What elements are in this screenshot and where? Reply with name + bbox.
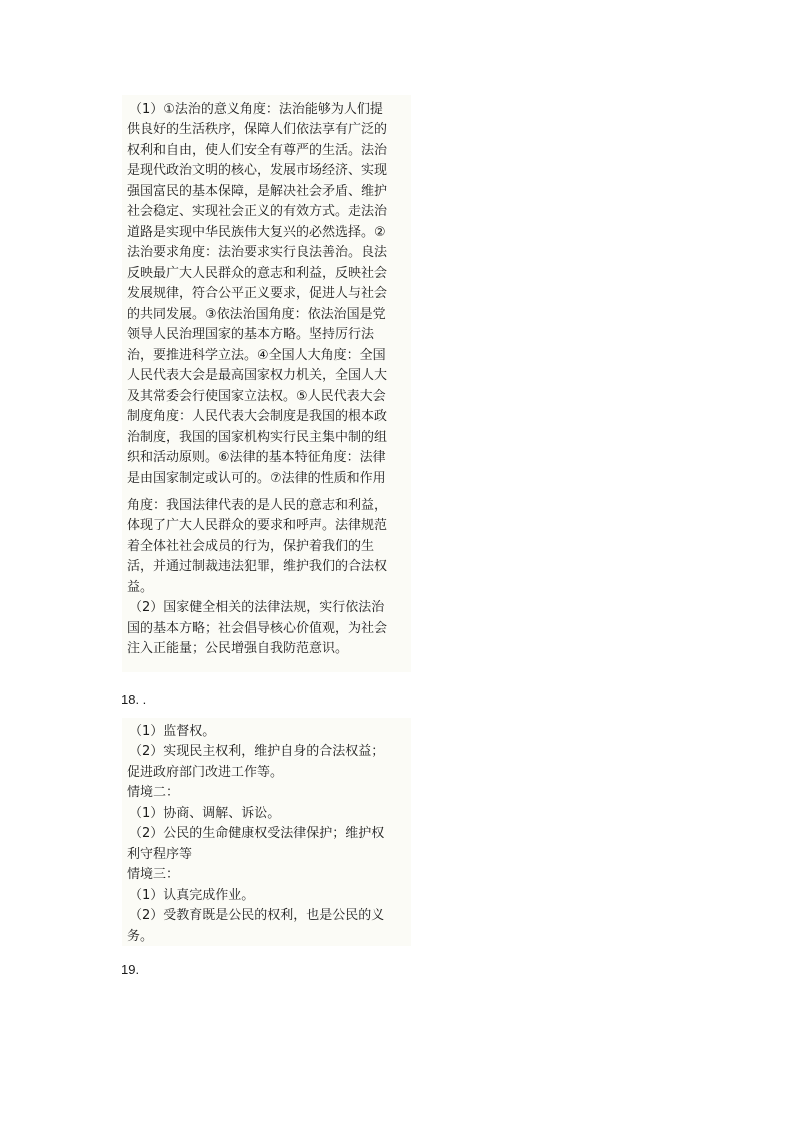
answer-line: 发展规律，符合公平正义要求，促进人与社会 xyxy=(127,286,388,301)
answer-line: 益。 xyxy=(127,580,154,595)
answer-line: 治，要推进科学立法。④全国人大角度：全国 xyxy=(127,348,386,363)
answer-line: 反映最广大人民群众的意志和利益，反映社会 xyxy=(127,266,388,281)
answer-line: 务。 xyxy=(127,929,154,944)
answer-line: 制度角度：人民代表大会制度是我国的根本政 xyxy=(127,409,388,424)
answer-line: （1）协商、调解、诉讼。 xyxy=(129,806,281,821)
answer-line: 情境三： xyxy=(127,867,180,882)
answer-line: 促进政府部门改进工作等。 xyxy=(127,765,284,780)
answer-line: 及其常委会行使国家立法权。⑤人民代表大会 xyxy=(127,389,386,404)
answer-line: 权利和自由，使人们安全有尊严的生活。法治 xyxy=(127,143,388,158)
answer-line: 角度：我国法律代表的是人民的意志和利益， xyxy=(127,498,388,513)
answer-line: 治制度，我国的国家机构实行民主集中制的组 xyxy=(127,430,388,445)
answer-line: （2）实现民主权利，维护自身的合法权益； xyxy=(129,744,385,759)
answer-line: 社会稳定、实现社会正义的有效方式。走法治 xyxy=(127,204,388,219)
answer-line: （1）认真完成作业。 xyxy=(129,888,255,903)
answer-line: 领导人民治理国家的基本方略。坚持厉行法 xyxy=(127,327,375,342)
answer-line: 织和活动原则。⑥法律的基本特征角度：法律 xyxy=(127,450,386,465)
answer-line: 情境二： xyxy=(127,785,180,800)
answer-line: （2）公民的生命健康权受法律保护；维护权 xyxy=(129,826,385,841)
answer-line: 利守程序等 xyxy=(127,847,193,862)
answer-line: 强国富民的基本保障，是解决社会矛盾、维护 xyxy=(127,184,388,199)
answer-line: （2）受教育既是公民的权利，也是公民的义 xyxy=(129,908,385,923)
answer-line: 是现代政治文明的核心，发展市场经济、实现 xyxy=(127,163,388,178)
answer-line: 人民代表大会是最高国家权力机关，全国人大 xyxy=(127,368,388,383)
question-number-18: 18. . xyxy=(121,692,147,707)
answer-line: 的共同发展。③依法治国角度：依法治国是党 xyxy=(127,307,386,322)
answer-line: （1）监督权。 xyxy=(129,724,216,739)
answer-line: （2）国家健全相关的法律法规，实行依法治 xyxy=(129,600,385,615)
answer-line: 活，并通过制裁违法犯罪，维护我们的合法权 xyxy=(127,559,388,574)
answer-line: 供良好的生活秩序，保障人们依法享有广泛的 xyxy=(127,122,388,137)
answer-line: （1）①法治的意义角度：法治能够为人们提 xyxy=(129,102,383,117)
answer-line: 是由国家制定或认可的。⑦法律的性质和作用 xyxy=(127,471,386,486)
answer-line: 国的基本方略；社会倡导核心价值观，为社会 xyxy=(127,621,388,636)
answer-line: 体现了广大人民群众的要求和呼声。法律规范 xyxy=(127,518,388,533)
answer-line: 法治要求角度：法治要求实行良法善治。良法 xyxy=(127,245,388,260)
answer-line: 着全体社社会成员的行为，保护着我们的生 xyxy=(127,539,375,554)
answer-line: 注入正能量；公民增强自我防范意识。 xyxy=(127,641,349,656)
question-number-19: 19. xyxy=(121,962,140,977)
answer-line: 道路是实现中华民族伟大复兴的必然选择。② xyxy=(127,225,386,240)
